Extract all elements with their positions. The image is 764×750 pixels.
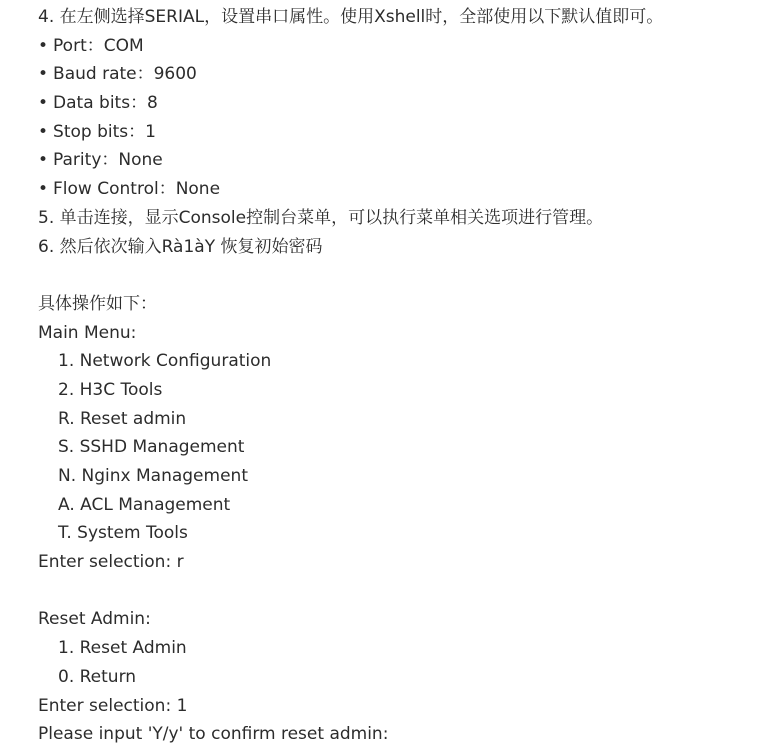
blank-line [38, 261, 758, 290]
main-selection-text: Enter selection: r [38, 552, 184, 573]
bullet-dot: • [38, 150, 49, 171]
main-menu-item: 2. H3C Tools [58, 379, 163, 400]
bullet-item-port [38, 32, 758, 61]
step-6-text: 6. 然后依次输入Rà1àY 恢复初始密码 [38, 236, 323, 257]
step-4-text: 4. 在左侧选择SERIAL，设置串口属性。使用Xshell时，全部使用以下默认值即可。 [38, 7, 664, 27]
bullet-item-parity [38, 146, 758, 175]
bullet-item-stop-bits [38, 118, 758, 147]
reset-menu-item: 0. Return [58, 666, 137, 687]
bullet-dot: • [38, 93, 49, 114]
main-menu-item: N. Nginx Management [58, 466, 248, 486]
reset-menu-item: 1. Reset Admin [58, 638, 187, 659]
document-body [38, 3, 758, 749]
main-menu-title: Main Menu: [38, 322, 137, 343]
confirm-prompt-text: Please input 'Y/y' to confirm reset admin: [38, 724, 389, 745]
main-menu-item: 1. Network Configuration [58, 351, 272, 372]
main-menu-item: R. Reset admin [58, 408, 187, 429]
bullet-text: Flow Control：None [53, 179, 221, 200]
bullet-text: Stop bits：1 [53, 121, 156, 142]
main-menu-item: S. SSHD Management [58, 437, 245, 458]
blank-line [38, 577, 758, 606]
step-5-text: 5. 单击连接，显示Console控制台菜单，可以执行菜单相关选项进行管理。 [38, 207, 604, 228]
bullet-dot: • [38, 121, 49, 142]
bullet-dot: • [38, 35, 49, 56]
bullet-text: Data bits：8 [53, 93, 158, 114]
bullet-dot: • [38, 64, 49, 85]
main-menu-item: T. System Tools [58, 523, 188, 544]
bullet-text: Baud rate：9600 [53, 64, 197, 85]
reset-selection-text: Enter selection: 1 [38, 695, 188, 716]
bullet-item-flow-control [38, 175, 758, 204]
reset-admin-title: Reset Admin: [38, 609, 151, 630]
bullet-item-data-bits [38, 89, 758, 118]
operation-heading: 具体操作如下： [38, 293, 157, 314]
bullet-text: Parity：None [53, 150, 163, 171]
main-menu-item: A. ACL Management [58, 494, 231, 515]
bullet-dot: • [38, 179, 49, 200]
bullet-item-baud-rate [38, 60, 758, 89]
bullet-text: Port：COM [53, 35, 144, 56]
